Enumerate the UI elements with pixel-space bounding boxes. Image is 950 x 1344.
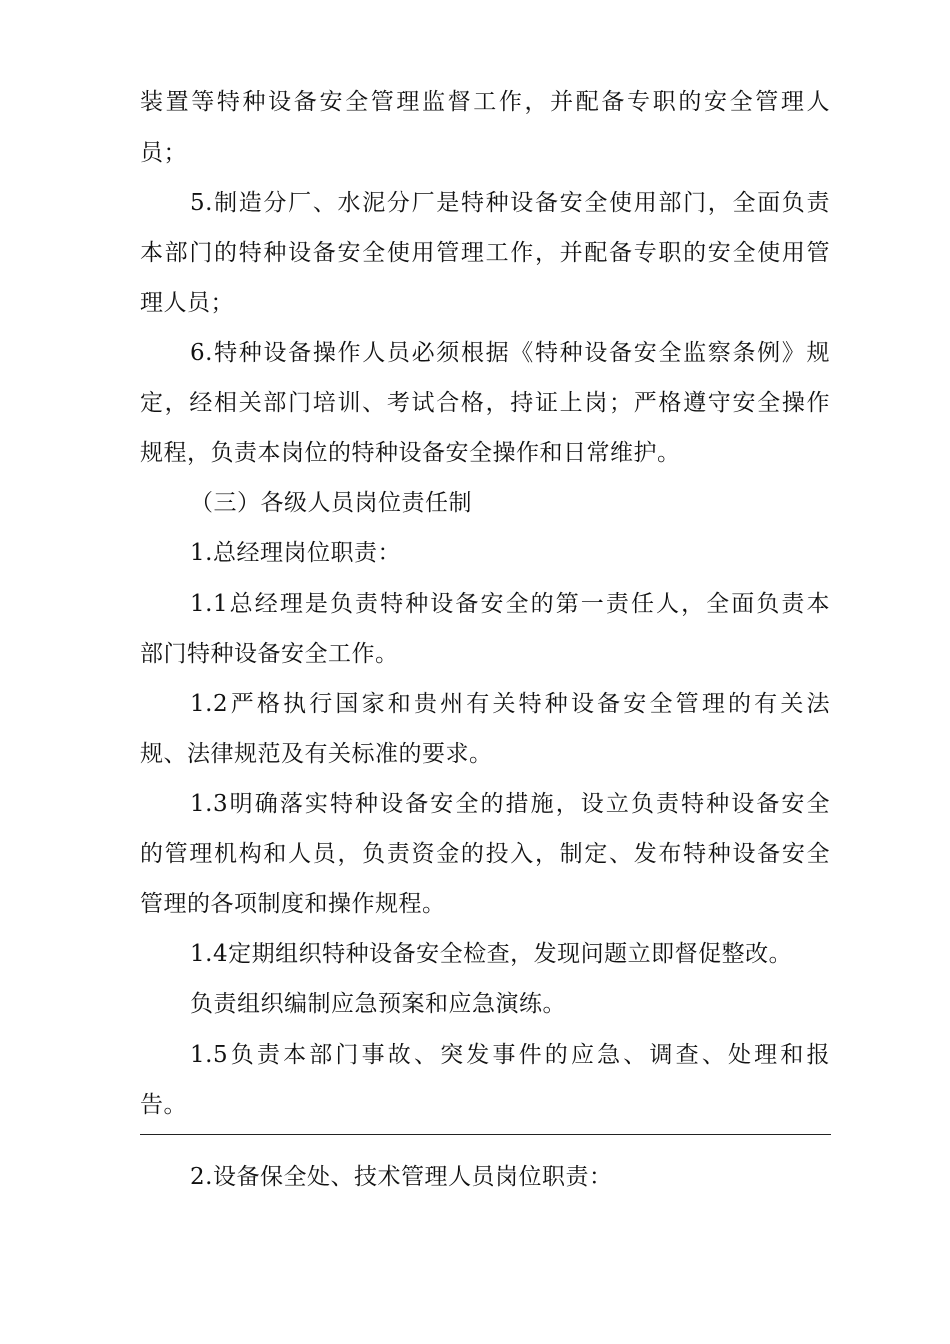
text-line: 员；: [140, 140, 187, 166]
footnote-divider: [140, 1134, 831, 1135]
text-line: 1.3明确落实特种设备安全的措施，设立负责特种设备安全: [190, 791, 830, 817]
text-line: 2.设备保全处、技术管理人员岗位职责：: [190, 1164, 613, 1190]
text-line: 理人员；: [140, 290, 234, 316]
section-heading: （三）各级人员岗位责任制: [190, 490, 472, 516]
text-line: 规程，负责本岗位的特种设备安全操作和日常维护。: [140, 440, 681, 466]
text-line: 装置等特种设备安全管理监督工作，并配备专职的安全管理人: [140, 89, 830, 115]
text-line: 本部门的特种设备安全使用管理工作，并配备专职的安全使用管: [140, 240, 830, 266]
text-line: 1.5负责本部门事故、突发事件的应急、调查、处理和报: [190, 1042, 830, 1068]
text-line: 1.4定期组织特种设备安全检查，发现问题立即督促整改。: [190, 941, 793, 967]
text-line: 告。: [140, 1092, 187, 1118]
text-line: 5.制造分厂、水泥分厂是特种设备安全使用部门，全面负责: [190, 190, 830, 216]
text-line: 部门特种设备安全工作。: [140, 641, 399, 667]
text-line: 的管理机构和人员，负责资金的投入，制定、发布特种设备安全: [140, 841, 830, 867]
text-line: 负责组织编制应急预案和应急演练。: [190, 991, 566, 1017]
text-line: 6.特种设备操作人员必须根据《特种设备安全监察条例》规: [190, 340, 830, 366]
text-line: 1.总经理岗位职责：: [190, 540, 401, 566]
text-line: 规、法律规范及有关标准的要求。: [140, 741, 493, 767]
text-line: 1.2严格执行国家和贵州有关特种设备安全管理的有关法: [190, 691, 830, 717]
text-line: 1.1总经理是负责特种设备安全的第一责任人，全面负责本: [190, 591, 830, 617]
text-line: 定，经相关部门培训、考试合格，持证上岗；严格遵守安全操作: [140, 390, 830, 416]
text-line: 管理的各项制度和操作规程。: [140, 891, 446, 917]
